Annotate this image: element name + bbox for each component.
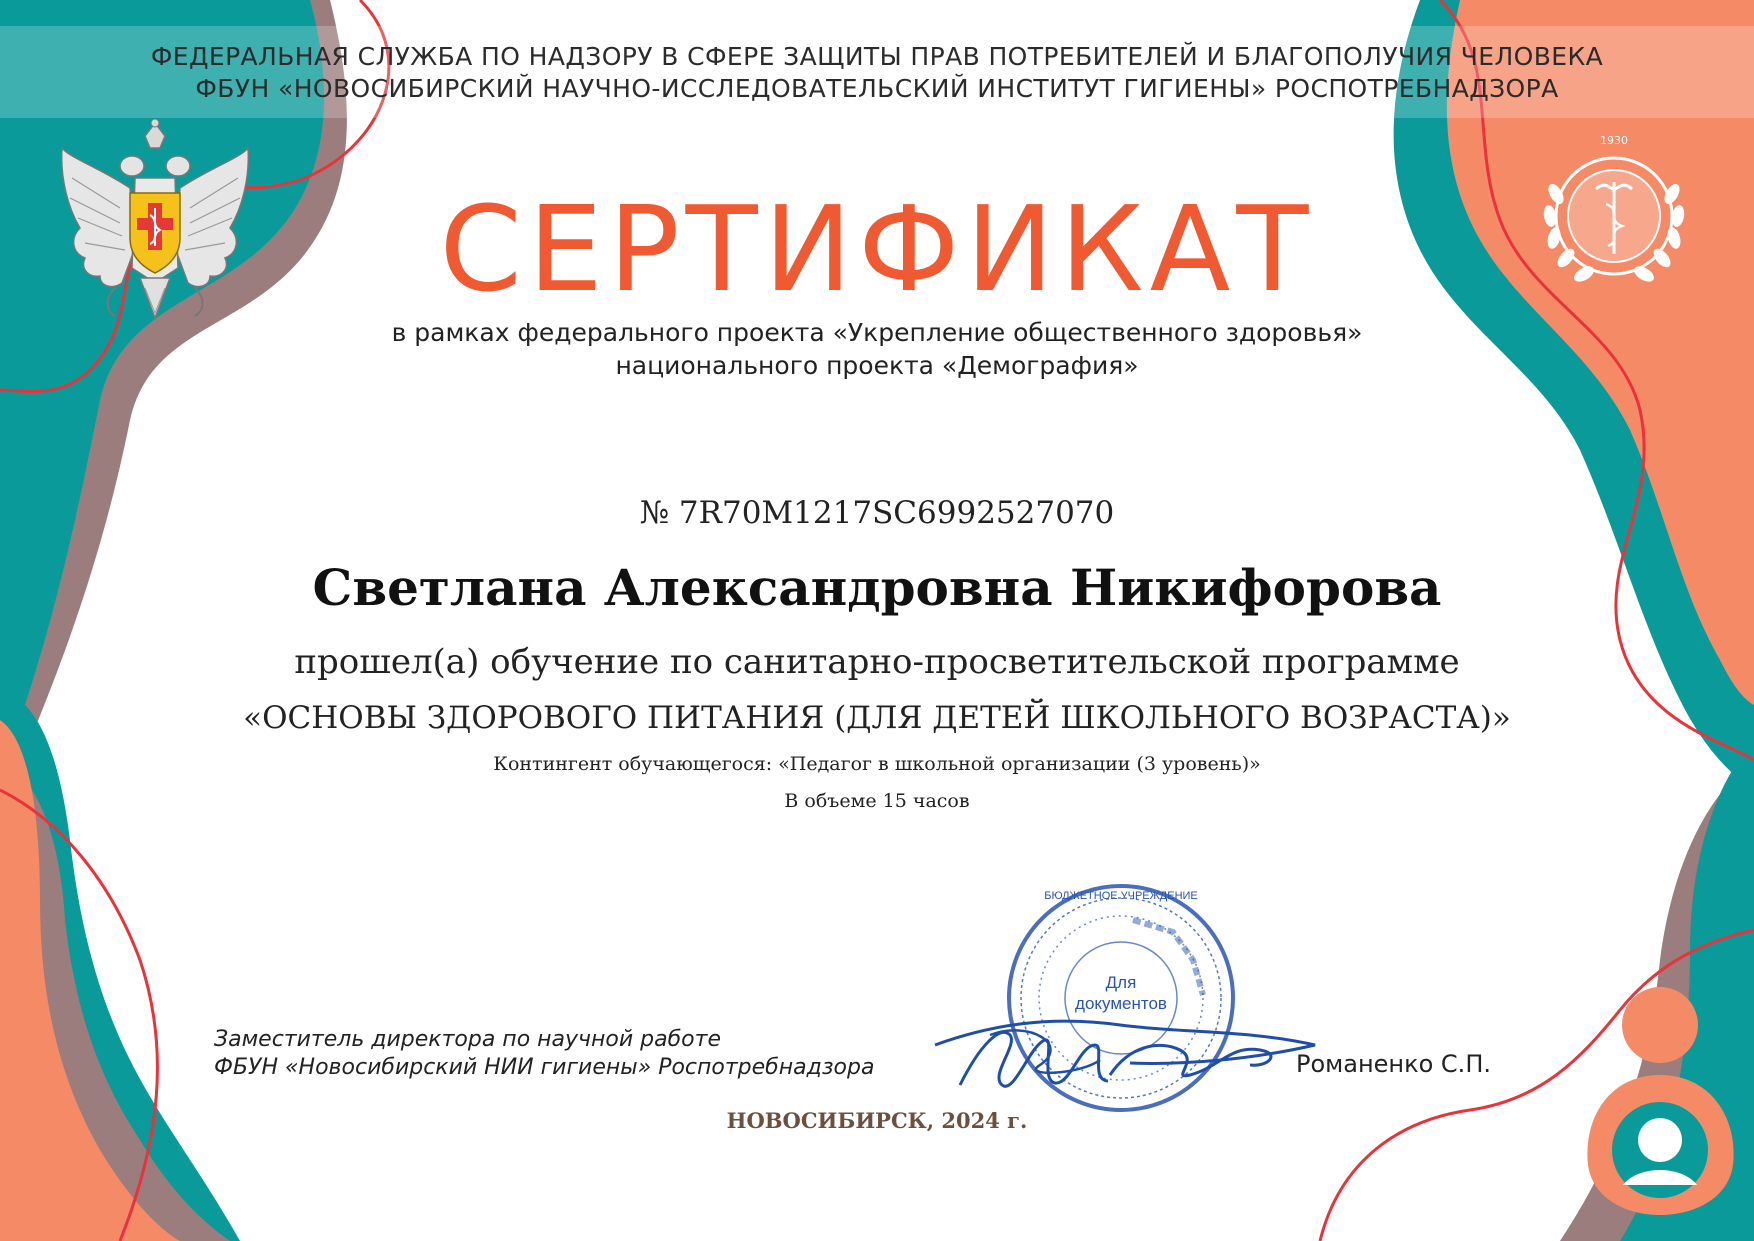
recipient-name: Светлана Александровна Никифорова [312,558,1442,617]
signer-name: Романенко С.П. [1296,1050,1491,1078]
stamp-label-line-1: Для [1105,973,1137,992]
hours-text: В объеме 15 часов [784,790,970,812]
header-line-2: ФБУН «НОВОСИБИРСКИЙ НАУЧНО-ИССЛЕДОВАТЕЛЬСКИЙ ИНСТИТУТ ГИГИЕНЫ» РОСПОТРЕБНАДЗОРА [195,74,1559,103]
header-line-1: ФЕДЕРАЛЬНАЯ СЛУЖБА ПО НАДЗОРУ В СФЕРЕ ЗАЩИТЫ ПРАВ ПОТРЕБИТЕЛЕЙ И БЛАГОПОЛУЧИЯ ЧЕЛОВЕКА [150,42,1604,71]
completion-text: прошел(а) обучение по санитарно-просветительской программе [294,642,1460,682]
header-band [0,26,1754,118]
certificate-title: СЕРТИФИКАТ [439,180,1315,318]
program-name: «ОСНОВЫ ЗДОРОВОГО ПИТАНИЯ (ДЛЯ ДЕТЕЙ ШКОЛЬНОГО ВОЗРАСТА)» [243,700,1511,736]
subtitle-line-1: в рамках федерального проекта «Укрепление общественного здоровья» [391,318,1363,347]
stamp-ring-text: БЮДЖЕТНОЕ УЧРЕЖДЕНИЕ [1044,890,1198,902]
signer-position-line-1: Заместитель директора по научной работе [214,1027,721,1052]
person-icon [1578,980,1738,1215]
city-year: НОВОСИБИРСК, 2024 г. [726,1108,1028,1133]
handwritten-signature [930,1005,1320,1105]
contingent-text: Контингент обучающегося: «Педагог в школьной организации (3 уровень)» [493,753,1261,775]
certificate-number: № 7R70M1217SC6992527070 [639,495,1115,531]
signer-position-line-2: ФБУН «Новосибирский НИИ гигиены» Роспотребнадзора [214,1055,875,1080]
logo-year: 1930 [1600,134,1628,147]
stamp-label-line-2: документов [1075,994,1167,1013]
subtitle-line-2: национального проекта «Демография» [615,351,1139,380]
